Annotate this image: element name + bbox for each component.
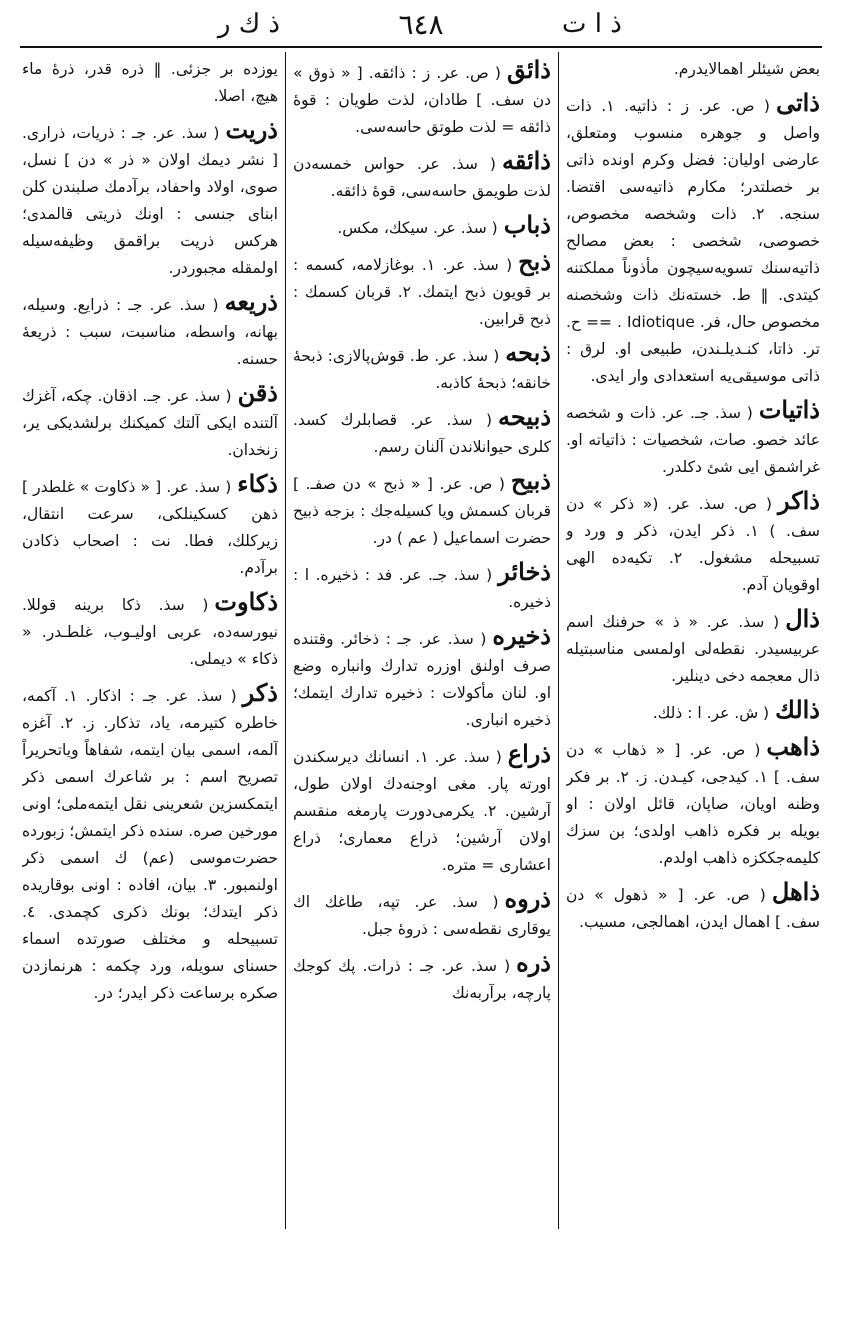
- headword: ذباب: [503, 210, 551, 239]
- headword: ذقن: [237, 378, 278, 407]
- headword: ذخائر: [498, 557, 551, 586]
- headword: ذكاء: [237, 469, 278, 498]
- definition: ( سذ. عر. جـ : اذكار. ١. آكمه، خاطره كتيرمه، ياد، تذكار. ز. ٢. آغزه آلمه، اسمى بيان ايتمه، شفاهاً وياتحريراً تصريح اسم : بر شاعرك اسمى ذكر ايتمكسزين شعرينى نقل ايتمه‌ملى؛ اونى مورخين صره. سنده ذكر ايتمش؛ زبورده حضرت‌موسى (عم) ك اسمى ذكر اولنمبور. ٣. بيان، افاده : اونى بوقاريده ذكر ايتدك؛ بونك ذكرى كچمدى. ٤. تسبيحله و مختلف صورتده اسماء حسناى سويله، ورد چكمه : هرنمازدن صكره برساعت ذكر ايدر؛ در.: [22, 687, 278, 1002]
- dictionary-entry: [293, 147, 551, 205]
- headword: ذريت: [225, 115, 278, 144]
- dictionary-entry: [293, 885, 551, 943]
- dictionary-entry: [293, 211, 551, 242]
- dictionary-entry: [566, 487, 820, 599]
- dictionary-entry: [293, 740, 551, 879]
- dictionary-entry: [22, 470, 278, 582]
- headword: ذبحه: [505, 338, 551, 367]
- dictionary-entry: [293, 949, 551, 1007]
- definition: ( سذ. عر. « ذ » حرفنك اسم عربيسيدر. نقطه‌لى اولمسى مناسبتيله ذال معجمه دخى دينلير.: [566, 613, 820, 685]
- definition: ( ص. عر. ز : ذاتيه. ١. ذات واصل و جوهره منسوب ومتعلق، عارضى اوليان: فضل وكرم اونده ذاتى بر خصلتدر؛ مكارم ذاتيه‌سى اقتضا. سنجه. ٢. ذات وشخصه مخصوص، خصوصى، شخصى : بعض مصالح ذاتيه‌سنك تسويه‌سيچون مأذوناً مملكتنه كيتدى. ‖ ط. خسته‌نك ذات وشخصنه مخصوص حال، فر. Idiotique . == ح. تر. ذاتا، كنـديلـندن، طبيعى او. لرق : ذاتى موسيقى‌يه استعدادى وار ايدى.: [566, 97, 820, 385]
- dictionary-entry: [566, 696, 820, 727]
- definition: ( ش. عر. ا : ذلك.: [652, 704, 770, 722]
- headword: ذكر: [242, 678, 278, 707]
- page-number: ٦٤٨: [398, 7, 444, 41]
- headword: ذخيره: [492, 621, 551, 650]
- header-rule: [20, 46, 822, 48]
- definition: ( سذ. عر. حواس خمسه‌دن لذت طويمق حاسه‌سى، قوۀ ذائقه.: [293, 155, 551, 200]
- definition: ( ص. عر. ز : ذائقه. [ « ذوق » دن سف. ] طادان، لذت طويان : قوۀ ذائقه = لذت طوتق حاسه‌سى.: [293, 64, 551, 136]
- definition: ( سذ. عر. قصابلرك كسد. كلرى حيوانلاندن آلنان رسم.: [293, 411, 551, 456]
- dictionary-entry: [293, 339, 551, 397]
- header-right-keyword: ذ ا ت: [562, 9, 622, 39]
- definition: ( ص. عر. [ « ذهاب » دن سف. ] ١. كيدجى، كيـدن. ز. ٢. بر فكر وظنه اويان، صاپان، قائل اولان : او بويله بر فكره ذاهب اولدى؛ بن سزك كليمه‌جككزه ذاهب اولدم.: [566, 741, 820, 867]
- continued-text-body: بعض شيئلر اهمالايدرم.: [673, 60, 820, 78]
- dictionary-entry: [22, 288, 278, 373]
- headword: ذاتيات: [758, 395, 820, 424]
- definition: ( سذ. عر. جـ : ذرايع. وسيله، بهانه، واسطه، مناسبت، سبب : ذريعۀ حسنه.: [22, 296, 278, 368]
- definition: ( سذ. عر. ط. قوش‌پالازى: ذبحۀ خانقه؛ ذبحۀ كاذبه.: [293, 347, 551, 392]
- headword: ذالك: [775, 695, 820, 724]
- definition: ( ص. عر. [ « ذهول » دن سف. ] اهمال ايدن، اهمالجى، مسيب.: [566, 886, 820, 931]
- dictionary-entry: [566, 605, 820, 690]
- headword: ذائقه: [501, 146, 551, 175]
- definition: ( سذ. عر. جـ : ذخائر. وقتنده صرف اولنق اوزره تدارك وانباره وضع او. لنان مأكولات : ذخيره تدارك ايتمك؛ ذخيره انبارى.: [293, 630, 551, 729]
- headword: ذاهب: [766, 732, 820, 761]
- dictionary-entry: [293, 56, 551, 141]
- dictionary-entry: [22, 588, 278, 673]
- headword: ذبيحه: [498, 402, 551, 431]
- headword: ذروه: [504, 884, 551, 913]
- continued-text: [22, 56, 278, 110]
- headword: ذراع: [507, 739, 551, 768]
- column-divider-left: [285, 52, 286, 1229]
- dictionary-entry: [22, 679, 278, 1007]
- dictionary-entry: [566, 733, 820, 872]
- definition: ( سذ. عر. ١. انسانك ديرسكندن اورته پار. مغى اوجنه‌دك اولان طول، آرشين. ٢. يكرمى‌دورت پارمغه منقسم اولان آرشين؛ ذراع معمارى؛ ذراع اعشارى = متره.: [293, 748, 551, 874]
- header-left-keyword: ذ ك ر: [217, 9, 280, 39]
- definition: ( سذ. جـ. عر. ذات و شخصه عائد خصو. صات، شخصيات : ذاتياته او. غراشمق ايى شئ دكلدر.: [566, 404, 820, 476]
- definition: ( سذ. عر. جـ : ذرات. پك كوجك پارچه، برآربه‌نك: [293, 957, 551, 1002]
- definition: ( سذ. عر. سيكك، مكس.: [337, 219, 498, 237]
- column-middle: [293, 56, 551, 1227]
- headword: ذبح: [518, 247, 551, 276]
- definition: ( سذ. ذكا برينه قوللا. نيورسه‌ده، عربى اوليـوب، غلطـدر. « ذكاء » ديملى.: [22, 596, 278, 668]
- dictionary-entry: [293, 403, 551, 461]
- dictionary-entry: [293, 248, 551, 333]
- definition: ( سذ. جـ. عر. فد : ذخيره. ا : ذخيره.: [293, 566, 551, 611]
- dictionary-entry: [293, 622, 551, 734]
- headword: ذائق: [506, 56, 551, 84]
- definition: ( سذ. عر. جـ. اذقان. چكه، آغزك آلتنده ايكى آلتك كميكنك برلشديكى ير، زنخدان.: [22, 387, 278, 459]
- definition: ( ص. سذ. عر. (« ذكر » دن سف. ) ١. ذكر ايدن، ذكر و ورد و تسبيحله مشغول. ٢. تكيه‌ده الهى اوقويان آدم.: [566, 495, 820, 594]
- column-divider-right: [558, 52, 559, 1229]
- definition: ( سذ. عر. جـ : ذريات، ذرارى. [ نشر ديمك اولان « ذر » دن ] نسل، صوى، اولاد واحفاد، برآدمك صلبندن كلن ابناى جنسى : اونك ذريتى قالمدى؛ هركس ذريت براقمق وظيفه‌سيله اولمقله مجبوردر.: [22, 124, 278, 277]
- headword: ذبيح: [510, 466, 551, 495]
- definition: ( سذ. عر. ١. بوغازلامه، كسمه : بر قويون ذبح ايتمك. ٢. قربان كسمك : ذبح قرابين.: [293, 256, 551, 328]
- headword: ذال: [785, 604, 820, 633]
- headword: ذاتى: [775, 88, 820, 117]
- headword: ذريعه: [224, 287, 278, 316]
- definition: ( ص. عر. [ « ذبح » دن صفـ. ] قربان كسمش ويا كسيله‌جك : بزجه ذبيح حضرت اسماعيل ( عم ) در.: [293, 475, 551, 547]
- dictionary-entry: [22, 379, 278, 464]
- column-left: [22, 56, 278, 1227]
- definition: ( سذ. عر. [ « ذكاوت » غلطدر ] ذهن كسكينلكى، سرعت انتقال، زيركلك، فطا. نت : اصحاب ذكادن برآدم.: [22, 478, 278, 577]
- headword: ذكاوت: [214, 587, 278, 616]
- continued-text: [566, 56, 820, 83]
- column-right: [566, 56, 820, 1227]
- dictionary-entry: [293, 467, 551, 552]
- headword: ذره: [516, 948, 551, 977]
- continued-text-body: يوزده بر جزئى. ‖ ذره قدر، ذرۀ ماء هيچ، اصلا.: [22, 60, 278, 105]
- dictionary-entry: [566, 89, 820, 390]
- dictionary-entry: [566, 878, 820, 936]
- dictionary-entry: [566, 396, 820, 481]
- page-header: [20, 4, 822, 44]
- definition: ( سذ. عر. تپه، طاغك اك يوقارى نقطه‌سى : ذروۀ جبل.: [293, 893, 551, 938]
- dictionary-entry: [22, 116, 278, 282]
- dictionary-entry: [293, 558, 551, 616]
- headword: ذاهل: [771, 877, 820, 906]
- headword: ذاكر: [777, 486, 820, 515]
